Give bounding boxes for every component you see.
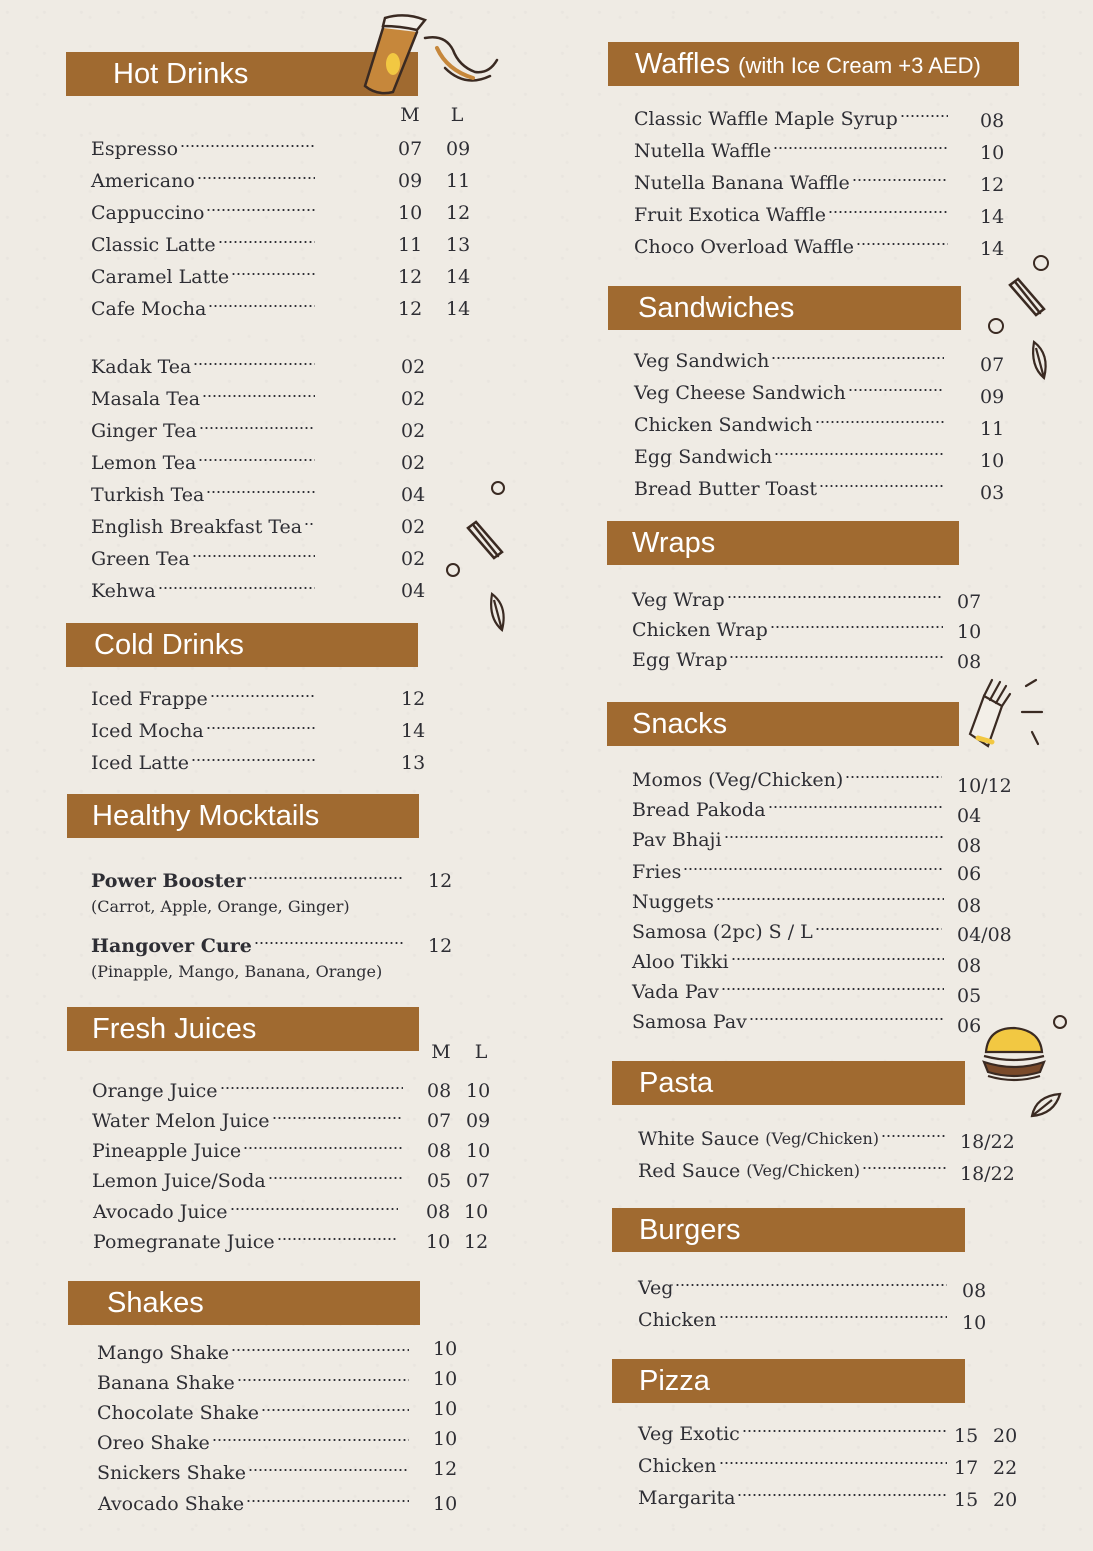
item-name: Fruit Exotica Waffle (634, 204, 827, 226)
section-title: Snacks (632, 708, 728, 740)
price-medium: 11 (398, 234, 423, 256)
price-regular: 15 (954, 1425, 979, 1447)
price-large: 14 (446, 266, 471, 288)
dot-leader (199, 416, 315, 430)
item-price: 10 (962, 1312, 987, 1334)
item-name: Cafe Mocha (91, 298, 207, 320)
item-description: (Carrot, Apple, Orange, Ginger) (91, 897, 350, 916)
item-name: Snickers Shake (97, 1462, 246, 1484)
dot-leader (158, 576, 315, 590)
section-header-pasta (612, 1061, 965, 1105)
dot-leader (768, 795, 942, 809)
item-price: 10 (433, 1338, 458, 1360)
dot-leader (248, 866, 404, 880)
dot-leader (724, 825, 944, 839)
item-price: 08 (980, 110, 1005, 132)
item-name: Chocolate Shake (97, 1402, 259, 1424)
dot-leader (749, 1007, 944, 1021)
item-name: Bread Pakoda (632, 799, 766, 821)
item-price: 02 (401, 356, 426, 378)
dot-leader (731, 947, 944, 961)
item-price: 12 (401, 688, 426, 710)
item-price: 06 (957, 863, 982, 885)
item-price: 07 (980, 354, 1005, 376)
leaf-icon (484, 590, 514, 636)
item-name: Egg Sandwich (634, 446, 773, 468)
fries-icon (1002, 275, 1052, 323)
item-name: Fries (632, 861, 682, 883)
item-price: 10/12 (957, 775, 1012, 797)
dot-leader (248, 1458, 409, 1472)
dot-leader (212, 1428, 409, 1442)
item-price: 10 (433, 1398, 458, 1420)
item-name: Chicken (638, 1455, 717, 1477)
item-name: Lemon Tea (91, 452, 197, 474)
item-price: 02 (401, 420, 426, 442)
item-name: Americano (91, 170, 195, 192)
price-large: 22 (993, 1457, 1018, 1479)
price-regular: 15 (954, 1489, 979, 1511)
dot-leader (193, 352, 315, 366)
dot-leader (828, 200, 948, 214)
item-name: Classic Latte (91, 234, 216, 256)
dot-leader (852, 168, 948, 182)
dot-leader (231, 1338, 409, 1352)
item-name: Pav Bhaji (632, 829, 722, 851)
item-price: 12 (428, 870, 453, 892)
dot-leader (254, 931, 403, 945)
dot-leader (180, 134, 315, 148)
item-price: 02 (401, 548, 426, 570)
price-large: 10 (466, 1140, 491, 1162)
item-name: Samosa (2pc) S / L (632, 921, 813, 943)
dot-leader (737, 1483, 947, 1497)
item-price: 12 (433, 1458, 458, 1480)
fries-icon (962, 676, 1052, 750)
item-name: Aloo Tikki (632, 951, 729, 973)
coffee-cup-icon (355, 8, 505, 103)
dot-leader (268, 1166, 403, 1180)
dot-leader (231, 262, 315, 276)
price-large: 12 (464, 1231, 489, 1253)
price-large: 11 (446, 170, 471, 192)
section-header-snacks (607, 702, 959, 746)
item-subtitle: (Veg/Chicken) (765, 1129, 879, 1148)
price-medium: 09 (398, 170, 423, 192)
price-medium: 08 (427, 1080, 452, 1102)
dot-leader (277, 1227, 398, 1241)
item-price: 10 (433, 1428, 458, 1450)
item-price: 08 (957, 895, 982, 917)
item-price: 04 (401, 580, 426, 602)
section-title: Fresh Juices (92, 1013, 257, 1045)
item-name: Green Tea (91, 548, 190, 570)
item-name: White Sauce (638, 1128, 760, 1150)
item-name: Nutella Waffle (634, 140, 772, 162)
item-name: English Breakfast Tea (91, 516, 303, 538)
item-price: 10 (433, 1368, 458, 1390)
item-price: 18/22 (960, 1131, 1015, 1153)
dot-leader (683, 857, 942, 871)
item-price: 08 (957, 651, 982, 673)
item-name: Red Sauce (638, 1160, 741, 1182)
dot-leader (742, 1419, 947, 1433)
section-title: Waffles (635, 48, 731, 80)
item-name: Nutella Banana Waffle (634, 172, 850, 194)
size-label-large: L (474, 1041, 488, 1063)
section-title: Pasta (639, 1067, 714, 1099)
section-title: Shakes (107, 1287, 204, 1319)
item-price: 12 (428, 935, 453, 957)
dot-leader (719, 1305, 948, 1319)
dot-leader (206, 716, 315, 730)
dot-leader (243, 1136, 403, 1150)
item-price: 06 (957, 1015, 982, 1037)
price-large: 20 (993, 1425, 1018, 1447)
section-header-waffles (608, 42, 1019, 86)
price-large: 13 (446, 234, 471, 256)
price-medium: 12 (398, 266, 423, 288)
item-price: 14 (980, 206, 1005, 228)
item-name: Turkish Tea (91, 484, 205, 506)
item-name: Choco Overload Waffle (634, 236, 855, 258)
item-name: Egg Wrap (632, 649, 728, 671)
item-name: Iced Mocha (91, 720, 204, 742)
dot-leader (192, 544, 315, 558)
item-name: Veg Sandwich (634, 350, 770, 372)
item-name: Veg Cheese Sandwich (634, 382, 846, 404)
price-medium: 10 (398, 202, 423, 224)
item-price: 14 (980, 238, 1005, 260)
section-header-sandwiches (608, 286, 961, 330)
item-name: Veg Exotic (638, 1423, 740, 1445)
item-name: Nuggets (632, 891, 714, 913)
item-name: Margarita (638, 1487, 736, 1509)
item-name: Oreo Shake (97, 1432, 210, 1454)
section-title: Hot Drinks (113, 58, 249, 90)
item-price: 10 (980, 450, 1005, 472)
item-name: Classic Waffle Maple Syrup (634, 108, 898, 130)
price-large: 20 (993, 1489, 1018, 1511)
item-name: Iced Frappe (91, 688, 208, 710)
item-name: Bread Butter Toast (634, 478, 818, 500)
item-price: 02 (401, 388, 426, 410)
dot-leader (771, 346, 944, 360)
size-label-medium: M (431, 1041, 451, 1063)
price-medium: 10 (426, 1231, 451, 1253)
price-large: 12 (446, 202, 471, 224)
section-title: Pizza (639, 1365, 710, 1397)
item-price: 12 (980, 174, 1005, 196)
item-price: 04 (957, 805, 982, 827)
section-header-wraps (607, 521, 959, 565)
burger-icon (978, 1022, 1050, 1088)
dot-leader (856, 232, 948, 246)
dot-leader (191, 748, 315, 762)
item-name: Espresso (91, 138, 179, 160)
item-name: Orange Juice (92, 1080, 218, 1102)
bean-icon (1050, 1012, 1070, 1032)
item-name: Kehwa (91, 580, 156, 602)
price-medium: 12 (398, 298, 423, 320)
dot-leader (727, 585, 943, 599)
dot-leader (246, 1489, 409, 1503)
dot-leader (261, 1398, 409, 1412)
leaf-icon (1028, 1090, 1064, 1120)
dot-leader (845, 765, 942, 779)
section-title: Cold Drinks (94, 629, 244, 661)
item-price: 08 (962, 1280, 987, 1302)
dot-leader (774, 442, 944, 456)
dot-leader (237, 1368, 409, 1382)
price-medium: 07 (398, 138, 423, 160)
item-name: Caramel Latte (91, 266, 230, 288)
dot-leader (770, 615, 943, 629)
item-name: Chicken Wrap (632, 619, 768, 641)
item-name: Avocado Shake (98, 1493, 245, 1515)
item-price: 07 (957, 591, 982, 613)
item-price: 10 (957, 621, 982, 643)
section-title: Sandwiches (638, 292, 795, 324)
item-price: 08 (957, 835, 982, 857)
section-header-cold-drinks (66, 623, 418, 667)
dot-leader (197, 166, 315, 180)
dot-leader (716, 887, 944, 901)
dot-leader (719, 1451, 948, 1465)
dot-leader (210, 684, 315, 698)
dot-leader (206, 198, 315, 212)
item-name: Avocado Juice (93, 1201, 228, 1223)
item-name: Momos (Veg/Chicken) (632, 769, 844, 791)
item-price: 02 (401, 516, 426, 538)
dot-leader (815, 917, 942, 931)
price-medium: 07 (427, 1110, 452, 1132)
item-name: Veg (638, 1277, 674, 1299)
section-header-fresh-juices (67, 1007, 419, 1051)
section-note: (with Ice Cream +3 AED) (738, 53, 981, 78)
price-large: 09 (446, 138, 471, 160)
section-title: Burgers (639, 1214, 741, 1246)
size-label-large: L (450, 104, 464, 126)
item-name: Water Melon Juice (92, 1110, 270, 1132)
price-regular: 17 (954, 1457, 979, 1479)
item-name: Vada Pav (632, 981, 719, 1003)
item-price: 03 (980, 482, 1005, 504)
item-name: Ginger Tea (91, 420, 197, 442)
price-large: 07 (466, 1170, 491, 1192)
dot-leader (230, 1197, 398, 1211)
bean-icon (1030, 252, 1052, 274)
item-name: Masala Tea (91, 388, 201, 410)
size-label-medium: M (400, 104, 420, 126)
dot-leader (206, 480, 315, 494)
price-large: 10 (466, 1080, 491, 1102)
dot-leader (815, 410, 945, 424)
leaf-icon (1026, 338, 1056, 384)
section-header-healthy-mocktails (67, 794, 419, 838)
item-name: Iced Latte (91, 752, 190, 774)
dot-leader (304, 512, 315, 526)
item-price: 04 (401, 484, 426, 506)
item-price: 14 (401, 720, 426, 742)
dot-leader (819, 474, 944, 488)
item-name: Lemon Juice/Soda (92, 1170, 266, 1192)
item-price: 02 (401, 452, 426, 474)
item-name: Pomegranate Juice (93, 1231, 275, 1253)
price-large: 09 (466, 1110, 491, 1132)
bean-icon (488, 478, 508, 498)
dot-leader (675, 1273, 947, 1287)
dot-leader (729, 645, 943, 659)
dot-leader (208, 294, 315, 308)
price-medium: 08 (426, 1201, 451, 1223)
section-title: Wraps (632, 527, 716, 559)
dot-leader (218, 230, 315, 244)
dot-leader (862, 1156, 948, 1170)
item-price: 05 (957, 985, 982, 1007)
dot-leader (881, 1124, 946, 1138)
section-header-pizza (612, 1359, 965, 1403)
price-large: 14 (446, 298, 471, 320)
item-price: 10 (433, 1493, 458, 1515)
fries-icon (460, 518, 510, 566)
item-description: (Pinapple, Mango, Banana, Orange) (91, 962, 383, 981)
dot-leader (848, 378, 944, 392)
price-large: 10 (464, 1201, 489, 1223)
item-name: Power Booster (91, 870, 246, 892)
item-price: 09 (980, 386, 1005, 408)
item-price: 13 (401, 752, 426, 774)
item-name: Mango Shake (97, 1342, 229, 1364)
item-subtitle: (Veg/Chicken) (746, 1161, 860, 1180)
dot-leader (773, 136, 948, 150)
dot-leader (272, 1106, 403, 1120)
item-price: 10 (980, 142, 1005, 164)
item-price: 04/08 (957, 924, 1012, 946)
section-header-shakes (68, 1281, 420, 1325)
item-name: Chicken (638, 1309, 717, 1331)
item-price: 18/22 (960, 1163, 1015, 1185)
item-name: Veg Wrap (632, 589, 725, 611)
item-price: 11 (980, 418, 1005, 440)
price-medium: 08 (427, 1140, 452, 1162)
item-name: Chicken Sandwich (634, 414, 813, 436)
item-price: 08 (957, 955, 982, 977)
dot-leader (220, 1076, 404, 1090)
dot-leader (721, 977, 944, 991)
item-name: Samosa Pav (632, 1011, 747, 1033)
item-name: Pineapple Juice (92, 1140, 242, 1162)
dot-leader (900, 104, 948, 118)
section-title: Healthy Mocktails (92, 800, 320, 832)
item-name: Kadak Tea (91, 356, 192, 378)
price-medium: 05 (427, 1170, 452, 1192)
section-header-burgers (612, 1208, 965, 1252)
item-name: Banana Shake (97, 1372, 235, 1394)
dot-leader (202, 384, 315, 398)
dot-leader (198, 448, 315, 462)
item-name: Hangover Cure (91, 935, 252, 957)
item-name: Cappuccino (91, 202, 205, 224)
